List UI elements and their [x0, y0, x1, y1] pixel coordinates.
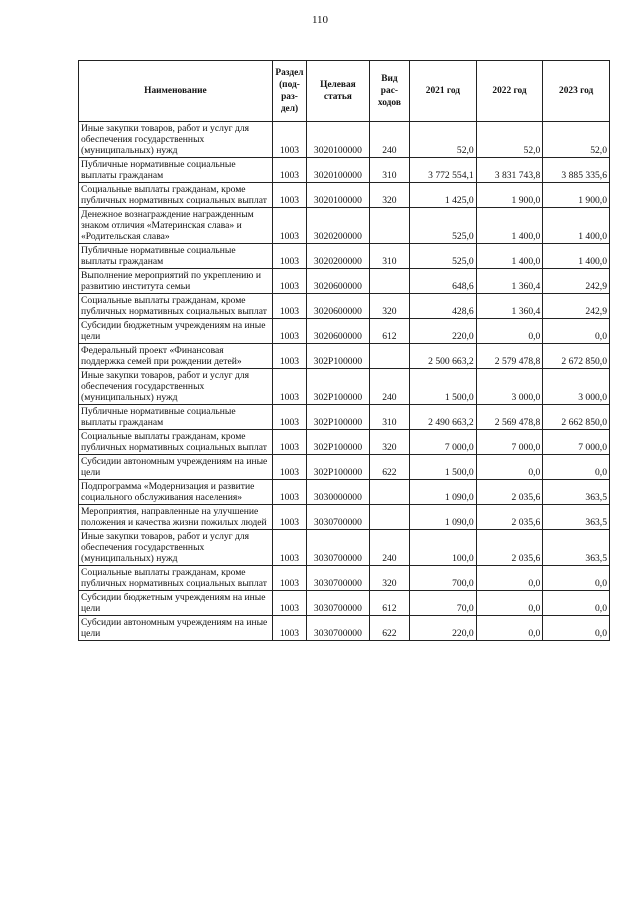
row-2021-cell: 1 425,0 [410, 183, 477, 208]
row-name-cell: Субсидии автономным учреждениям на иные цели [79, 616, 273, 641]
table-row [79, 405, 610, 430]
row-article-cell: 3020200000 [307, 208, 370, 244]
row-name-cell: Мероприятия, направленные на улучшение положения и качества жизни пожилых людей [79, 505, 273, 530]
row-2021-cell: 7 000,0 [410, 430, 477, 455]
row-section-cell: 1003 [272, 430, 306, 455]
row-2022-cell: 7 000,0 [476, 430, 543, 455]
row-type-cell [369, 480, 409, 505]
row-type-cell: 622 [369, 616, 409, 641]
row-2021-cell: 2 500 663,2 [410, 344, 477, 369]
row-article-cell: 3020100000 [307, 183, 370, 208]
row-2023-cell: 7 000,0 [543, 430, 610, 455]
row-section-cell: 1003 [272, 530, 306, 566]
row-section-cell: 1003 [272, 344, 306, 369]
table-row [79, 244, 610, 269]
row-article-cell: 302P100000 [307, 430, 370, 455]
row-2023-cell: 52,0 [543, 122, 610, 158]
table-body [79, 122, 610, 641]
row-2022-cell: 2 569 478,8 [476, 405, 543, 430]
row-2022-cell: 0,0 [476, 616, 543, 641]
row-type-cell: 240 [369, 530, 409, 566]
row-section-cell: 1003 [272, 505, 306, 530]
row-type-cell: 310 [369, 405, 409, 430]
row-type-cell: 320 [369, 430, 409, 455]
row-2022-cell: 1 360,4 [476, 269, 543, 294]
row-type-cell: 612 [369, 591, 409, 616]
row-name-cell: Публичные нормативные социальные выплаты гражданам [79, 158, 273, 183]
row-article-cell: 3020600000 [307, 269, 370, 294]
col-header-2023: 2023 год [543, 61, 610, 122]
row-section-cell: 1003 [272, 591, 306, 616]
table-row [79, 566, 610, 591]
row-name-cell: Социальные выплаты гражданам, кроме публичных нормативных социальных выплат [79, 294, 273, 319]
table-row [79, 183, 610, 208]
row-2023-cell: 3 000,0 [543, 369, 610, 405]
row-2021-cell: 1 500,0 [410, 455, 477, 480]
row-2022-cell: 3 000,0 [476, 369, 543, 405]
row-name-cell: Подпрограмма «Модернизация и развитие социального обслуживания населения» [79, 480, 273, 505]
row-2023-cell: 363,5 [543, 505, 610, 530]
row-type-cell: 240 [369, 369, 409, 405]
row-name-cell: Иные закупки товаров, работ и услуг для обеспечения государственных (муниципальных) нужд [79, 369, 273, 405]
table-row [79, 122, 610, 158]
row-article-cell: 3030700000 [307, 566, 370, 591]
table-row [79, 369, 610, 405]
row-2021-cell: 3 772 554,1 [410, 158, 477, 183]
row-name-cell: Социальные выплаты гражданам, кроме публичных нормативных социальных выплат [79, 430, 273, 455]
row-2021-cell: 52,0 [410, 122, 477, 158]
row-2021-cell: 1 500,0 [410, 369, 477, 405]
col-header-2021: 2021 год [410, 61, 477, 122]
row-2022-cell: 1 400,0 [476, 244, 543, 269]
row-2022-cell: 0,0 [476, 591, 543, 616]
row-section-cell: 1003 [272, 294, 306, 319]
row-name-cell: Иные закупки товаров, работ и услуг для обеспечения государственных (муниципальных) нужд [79, 122, 273, 158]
row-section-cell: 1003 [272, 269, 306, 294]
row-section-cell: 1003 [272, 319, 306, 344]
col-header-article: Целевая статья [307, 61, 370, 122]
table-row [79, 480, 610, 505]
row-section-cell: 1003 [272, 208, 306, 244]
row-article-cell: 3030700000 [307, 616, 370, 641]
row-2023-cell: 3 885 335,6 [543, 158, 610, 183]
row-2022-cell: 0,0 [476, 455, 543, 480]
row-type-cell [369, 269, 409, 294]
row-2023-cell: 363,5 [543, 530, 610, 566]
table-row [79, 616, 610, 641]
row-2021-cell: 648,6 [410, 269, 477, 294]
row-name-cell: Субсидии автономным учреждениям на иные цели [79, 455, 273, 480]
row-section-cell: 1003 [272, 566, 306, 591]
row-type-cell: 320 [369, 294, 409, 319]
row-type-cell: 320 [369, 566, 409, 591]
row-2023-cell: 0,0 [543, 616, 610, 641]
row-section-cell: 1003 [272, 369, 306, 405]
row-2022-cell: 1 400,0 [476, 208, 543, 244]
row-2023-cell: 0,0 [543, 566, 610, 591]
row-2023-cell: 0,0 [543, 455, 610, 480]
row-2021-cell: 220,0 [410, 616, 477, 641]
row-article-cell: 3030700000 [307, 505, 370, 530]
row-name-cell: Субсидии бюджетным учреждениям на иные цели [79, 319, 273, 344]
row-name-cell: Федеральный проект «Финансовая поддержка семей при рождении детей» [79, 344, 273, 369]
col-header-type: Вид рас-ходов [369, 61, 409, 122]
row-2021-cell: 70,0 [410, 591, 477, 616]
table-row [79, 430, 610, 455]
row-2023-cell: 1 900,0 [543, 183, 610, 208]
budget-table [78, 60, 610, 641]
row-2023-cell: 0,0 [543, 319, 610, 344]
row-type-cell: 310 [369, 158, 409, 183]
table-row [79, 455, 610, 480]
table-row [79, 158, 610, 183]
row-type-cell: 240 [369, 122, 409, 158]
row-2022-cell: 1 360,4 [476, 294, 543, 319]
row-type-cell [369, 208, 409, 244]
row-2022-cell: 0,0 [476, 319, 543, 344]
row-name-cell: Публичные нормативные социальные выплаты гражданам [79, 405, 273, 430]
row-2023-cell: 242,9 [543, 294, 610, 319]
row-section-cell: 1003 [272, 480, 306, 505]
row-section-cell: 1003 [272, 183, 306, 208]
row-section-cell: 1003 [272, 455, 306, 480]
row-name-cell: Публичные нормативные социальные выплаты гражданам [79, 244, 273, 269]
row-2022-cell: 2 035,6 [476, 480, 543, 505]
row-name-cell: Социальные выплаты гражданам, кроме публичных нормативных социальных выплат [79, 183, 273, 208]
row-type-cell: 310 [369, 244, 409, 269]
row-type-cell [369, 344, 409, 369]
row-type-cell: 612 [369, 319, 409, 344]
row-2021-cell: 700,0 [410, 566, 477, 591]
col-header-name: Наименование [79, 61, 273, 122]
row-article-cell: 3020100000 [307, 158, 370, 183]
row-name-cell: Социальные выплаты гражданам, кроме публичных нормативных социальных выплат [79, 566, 273, 591]
table-row [79, 319, 610, 344]
table-row [79, 294, 610, 319]
row-article-cell: 3020100000 [307, 122, 370, 158]
row-name-cell: Денежное вознаграждение награжденным знаком отличия «Материнская слава» и «Родительская слава» [79, 208, 273, 244]
row-2022-cell: 52,0 [476, 122, 543, 158]
row-2021-cell: 428,6 [410, 294, 477, 319]
row-2022-cell: 0,0 [476, 566, 543, 591]
row-2023-cell: 2 672 850,0 [543, 344, 610, 369]
row-2023-cell: 2 662 850,0 [543, 405, 610, 430]
row-2023-cell: 1 400,0 [543, 208, 610, 244]
row-2022-cell: 3 831 743,8 [476, 158, 543, 183]
row-article-cell: 3030700000 [307, 530, 370, 566]
row-name-cell: Выполнение мероприятий по укреплению и развитию института семьи [79, 269, 273, 294]
row-2023-cell: 363,5 [543, 480, 610, 505]
table-row [79, 269, 610, 294]
col-header-section: Раздел (под-раз-дел) [272, 61, 306, 122]
col-header-2022: 2022 год [476, 61, 543, 122]
row-2021-cell: 525,0 [410, 208, 477, 244]
row-2022-cell: 2 035,6 [476, 530, 543, 566]
row-type-cell [369, 505, 409, 530]
row-2023-cell: 242,9 [543, 269, 610, 294]
row-section-cell: 1003 [272, 122, 306, 158]
page-number: 110 [311, 14, 329, 26]
row-article-cell: 302P100000 [307, 405, 370, 430]
row-section-cell: 1003 [272, 244, 306, 269]
row-2022-cell: 1 900,0 [476, 183, 543, 208]
row-article-cell: 302P100000 [307, 344, 370, 369]
row-article-cell: 3030700000 [307, 591, 370, 616]
row-article-cell: 302P100000 [307, 369, 370, 405]
row-2021-cell: 220,0 [410, 319, 477, 344]
row-article-cell: 302P100000 [307, 455, 370, 480]
table-header-row [79, 61, 610, 122]
row-name-cell: Субсидии бюджетным учреждениям на иные цели [79, 591, 273, 616]
row-2022-cell: 2 579 478,8 [476, 344, 543, 369]
row-article-cell: 3020600000 [307, 294, 370, 319]
table-row [79, 530, 610, 566]
table-row [79, 344, 610, 369]
row-2021-cell: 100,0 [410, 530, 477, 566]
table-row [79, 208, 610, 244]
table-row [79, 505, 610, 530]
row-2021-cell: 1 090,0 [410, 480, 477, 505]
row-article-cell: 3030000000 [307, 480, 370, 505]
row-section-cell: 1003 [272, 158, 306, 183]
row-type-cell: 320 [369, 183, 409, 208]
row-section-cell: 1003 [272, 616, 306, 641]
row-section-cell: 1003 [272, 405, 306, 430]
row-2021-cell: 525,0 [410, 244, 477, 269]
row-name-cell: Иные закупки товаров, работ и услуг для обеспечения государственных (муниципальных) нужд [79, 530, 273, 566]
row-2021-cell: 1 090,0 [410, 505, 477, 530]
row-2022-cell: 2 035,6 [476, 505, 543, 530]
table-row [79, 591, 610, 616]
row-article-cell: 3020600000 [307, 319, 370, 344]
row-2021-cell: 2 490 663,2 [410, 405, 477, 430]
row-2023-cell: 0,0 [543, 591, 610, 616]
row-type-cell: 622 [369, 455, 409, 480]
row-article-cell: 3020200000 [307, 244, 370, 269]
row-2023-cell: 1 400,0 [543, 244, 610, 269]
